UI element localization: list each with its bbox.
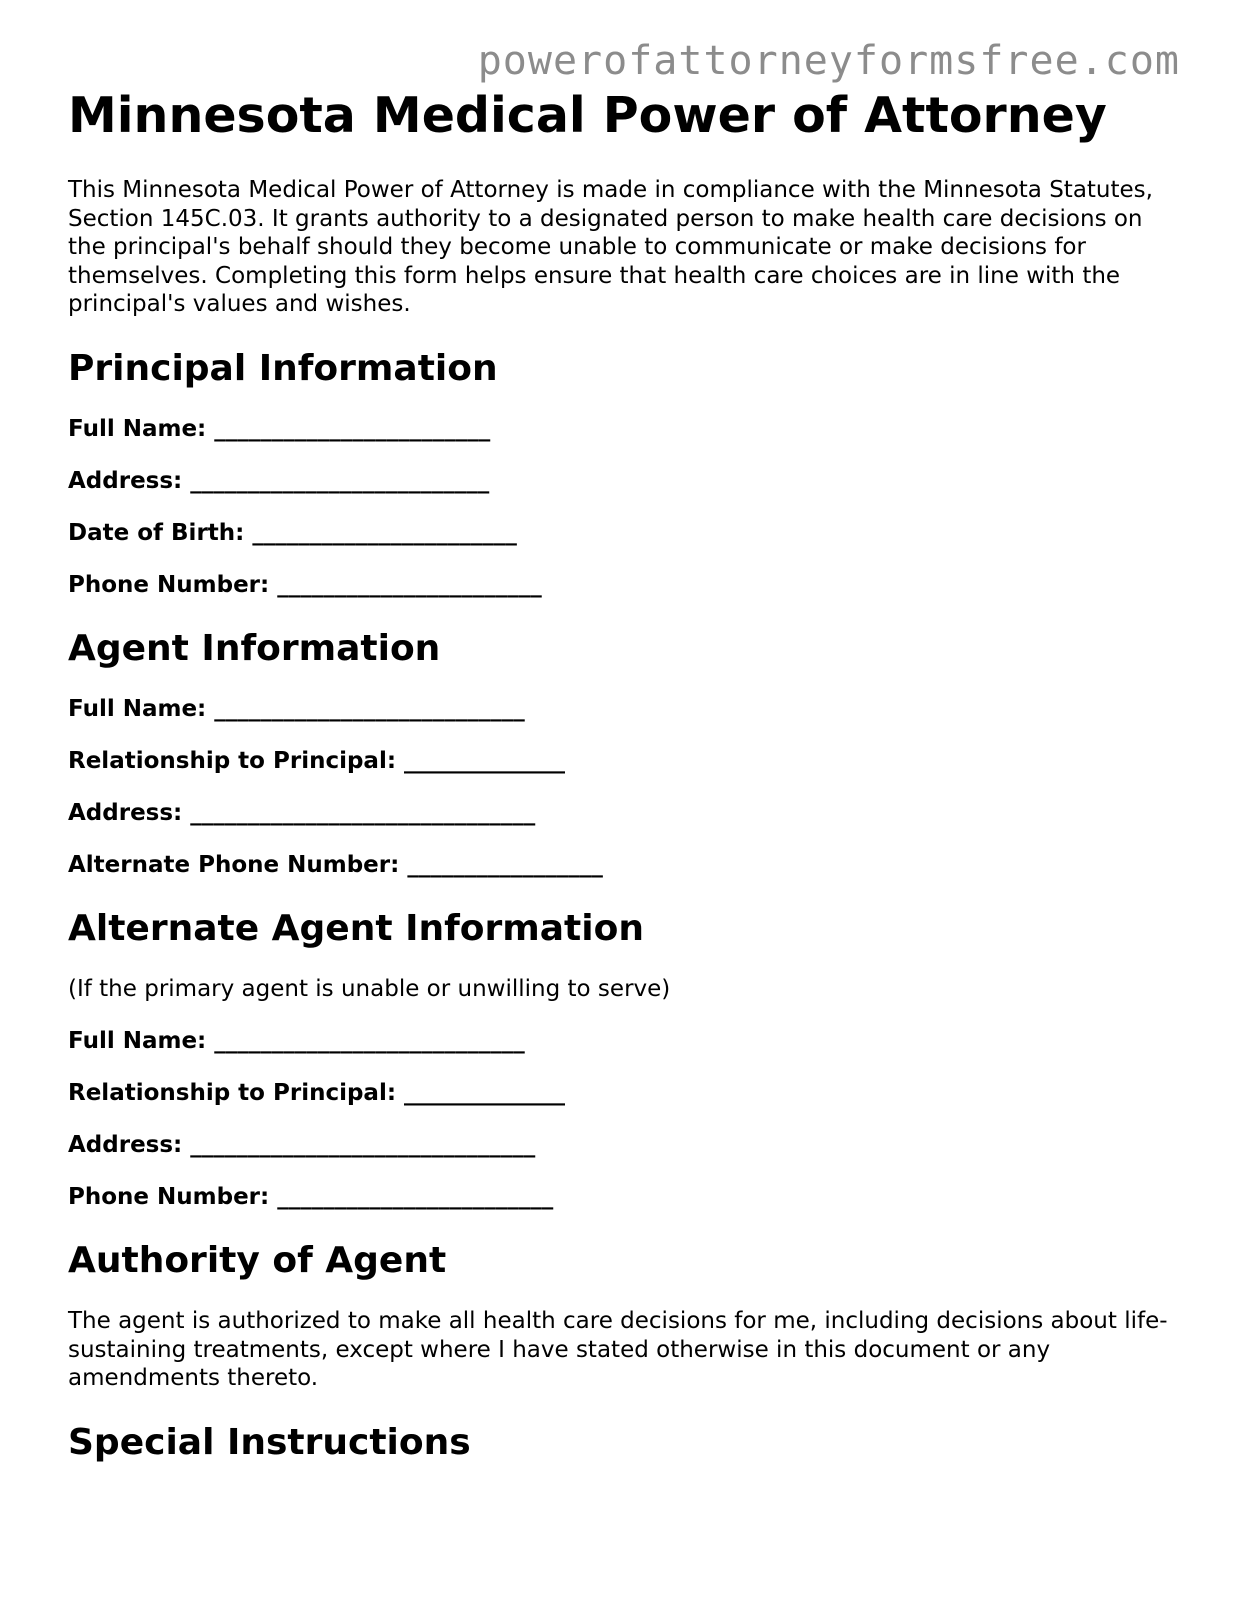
fill-in-line[interactable]: ________________________	[277, 1184, 554, 1210]
agent-full-name-field[interactable]	[68, 695, 1178, 723]
fill-in-line[interactable]: _______________________	[277, 571, 542, 598]
watermark: powerofattorneyformsfree.com	[477, 38, 1180, 84]
alternate-relationship-field[interactable]	[68, 1079, 1178, 1107]
field-label: Relationship to Principal:	[68, 747, 397, 774]
fill-in-line[interactable]: _________________	[407, 851, 603, 878]
field-label: Address:	[68, 799, 183, 826]
field-label: Alternate Phone Number:	[68, 851, 400, 878]
field-label: Address:	[68, 467, 183, 494]
intro-paragraph: This Minnesota Medical Power of Attorney is made in compliance with the Minnesota Statutes, Section 145C.03. It grants authority to a designated person to make health care decisions on the principal's behalf should they become unable to communicate or make decisions for themselves. Completing this form helps ensure that health care choices are in line with the principal's values and wishes.	[68, 177, 1153, 317]
fill-in-line[interactable]: ___________________________	[214, 1028, 525, 1054]
principal-heading: Principal Information	[68, 347, 498, 389]
field-label: Address:	[68, 1132, 183, 1158]
fill-in-line[interactable]: ______________	[404, 1080, 566, 1106]
authority-paragraph: The agent is authorized to make all health care decisions for me, including decisions about life-sustaining treatments, except where I have stated otherwise in this document or any amendments thereto.	[68, 1308, 1168, 1391]
fill-in-line[interactable]: _______________________	[252, 519, 517, 546]
fill-in-line[interactable]: ______________	[404, 747, 566, 774]
field-label: Full Name:	[68, 415, 207, 442]
field-label: Full Name:	[68, 1028, 207, 1054]
alternate-full-name-field[interactable]	[68, 1027, 1178, 1055]
field-label: Full Name:	[68, 695, 207, 722]
alternate-agent-note: (If the primary agent is unable or unwilling to serve)	[68, 975, 671, 1002]
special-instructions-heading: Special Instructions	[68, 1421, 471, 1463]
field-label: Phone Number:	[68, 571, 270, 598]
principal-full-name-field[interactable]	[68, 415, 1178, 443]
field-label: Relationship to Principal:	[68, 1080, 397, 1106]
fill-in-line[interactable]: __________________________	[190, 467, 490, 494]
authority-section	[68, 1239, 1178, 1393]
principal-dob-field[interactable]	[68, 519, 1178, 547]
special-instructions-section	[68, 1421, 1178, 1465]
principal-phone-field[interactable]	[68, 571, 1178, 599]
document-body	[68, 84, 1178, 1465]
authority-heading: Authority of Agent	[68, 1240, 447, 1281]
agent-section	[68, 627, 1178, 879]
agent-alt-phone-field[interactable]	[68, 851, 1178, 879]
alternate-phone-field[interactable]	[68, 1183, 1178, 1211]
principal-address-field[interactable]	[68, 467, 1178, 495]
fill-in-line[interactable]: ______________________________	[190, 799, 536, 826]
principal-section	[68, 347, 1178, 599]
fill-in-line[interactable]: ________________________	[214, 415, 491, 442]
fill-in-line[interactable]: ___________________________	[214, 695, 525, 722]
field-label: Phone Number:	[68, 1184, 270, 1210]
agent-relationship-field[interactable]	[68, 747, 1178, 775]
alternate-address-field[interactable]	[68, 1131, 1178, 1159]
alternate-agent-heading: Alternate Agent Information	[68, 907, 644, 949]
page-title: Minnesota Medical Power of Attorney	[68, 87, 1107, 144]
alternate-agent-section	[68, 907, 1178, 1212]
agent-heading: Agent Information	[68, 627, 441, 669]
agent-address-field[interactable]	[68, 799, 1178, 827]
field-label: Date of Birth:	[68, 519, 245, 546]
fill-in-line[interactable]: ______________________________	[190, 1132, 536, 1158]
